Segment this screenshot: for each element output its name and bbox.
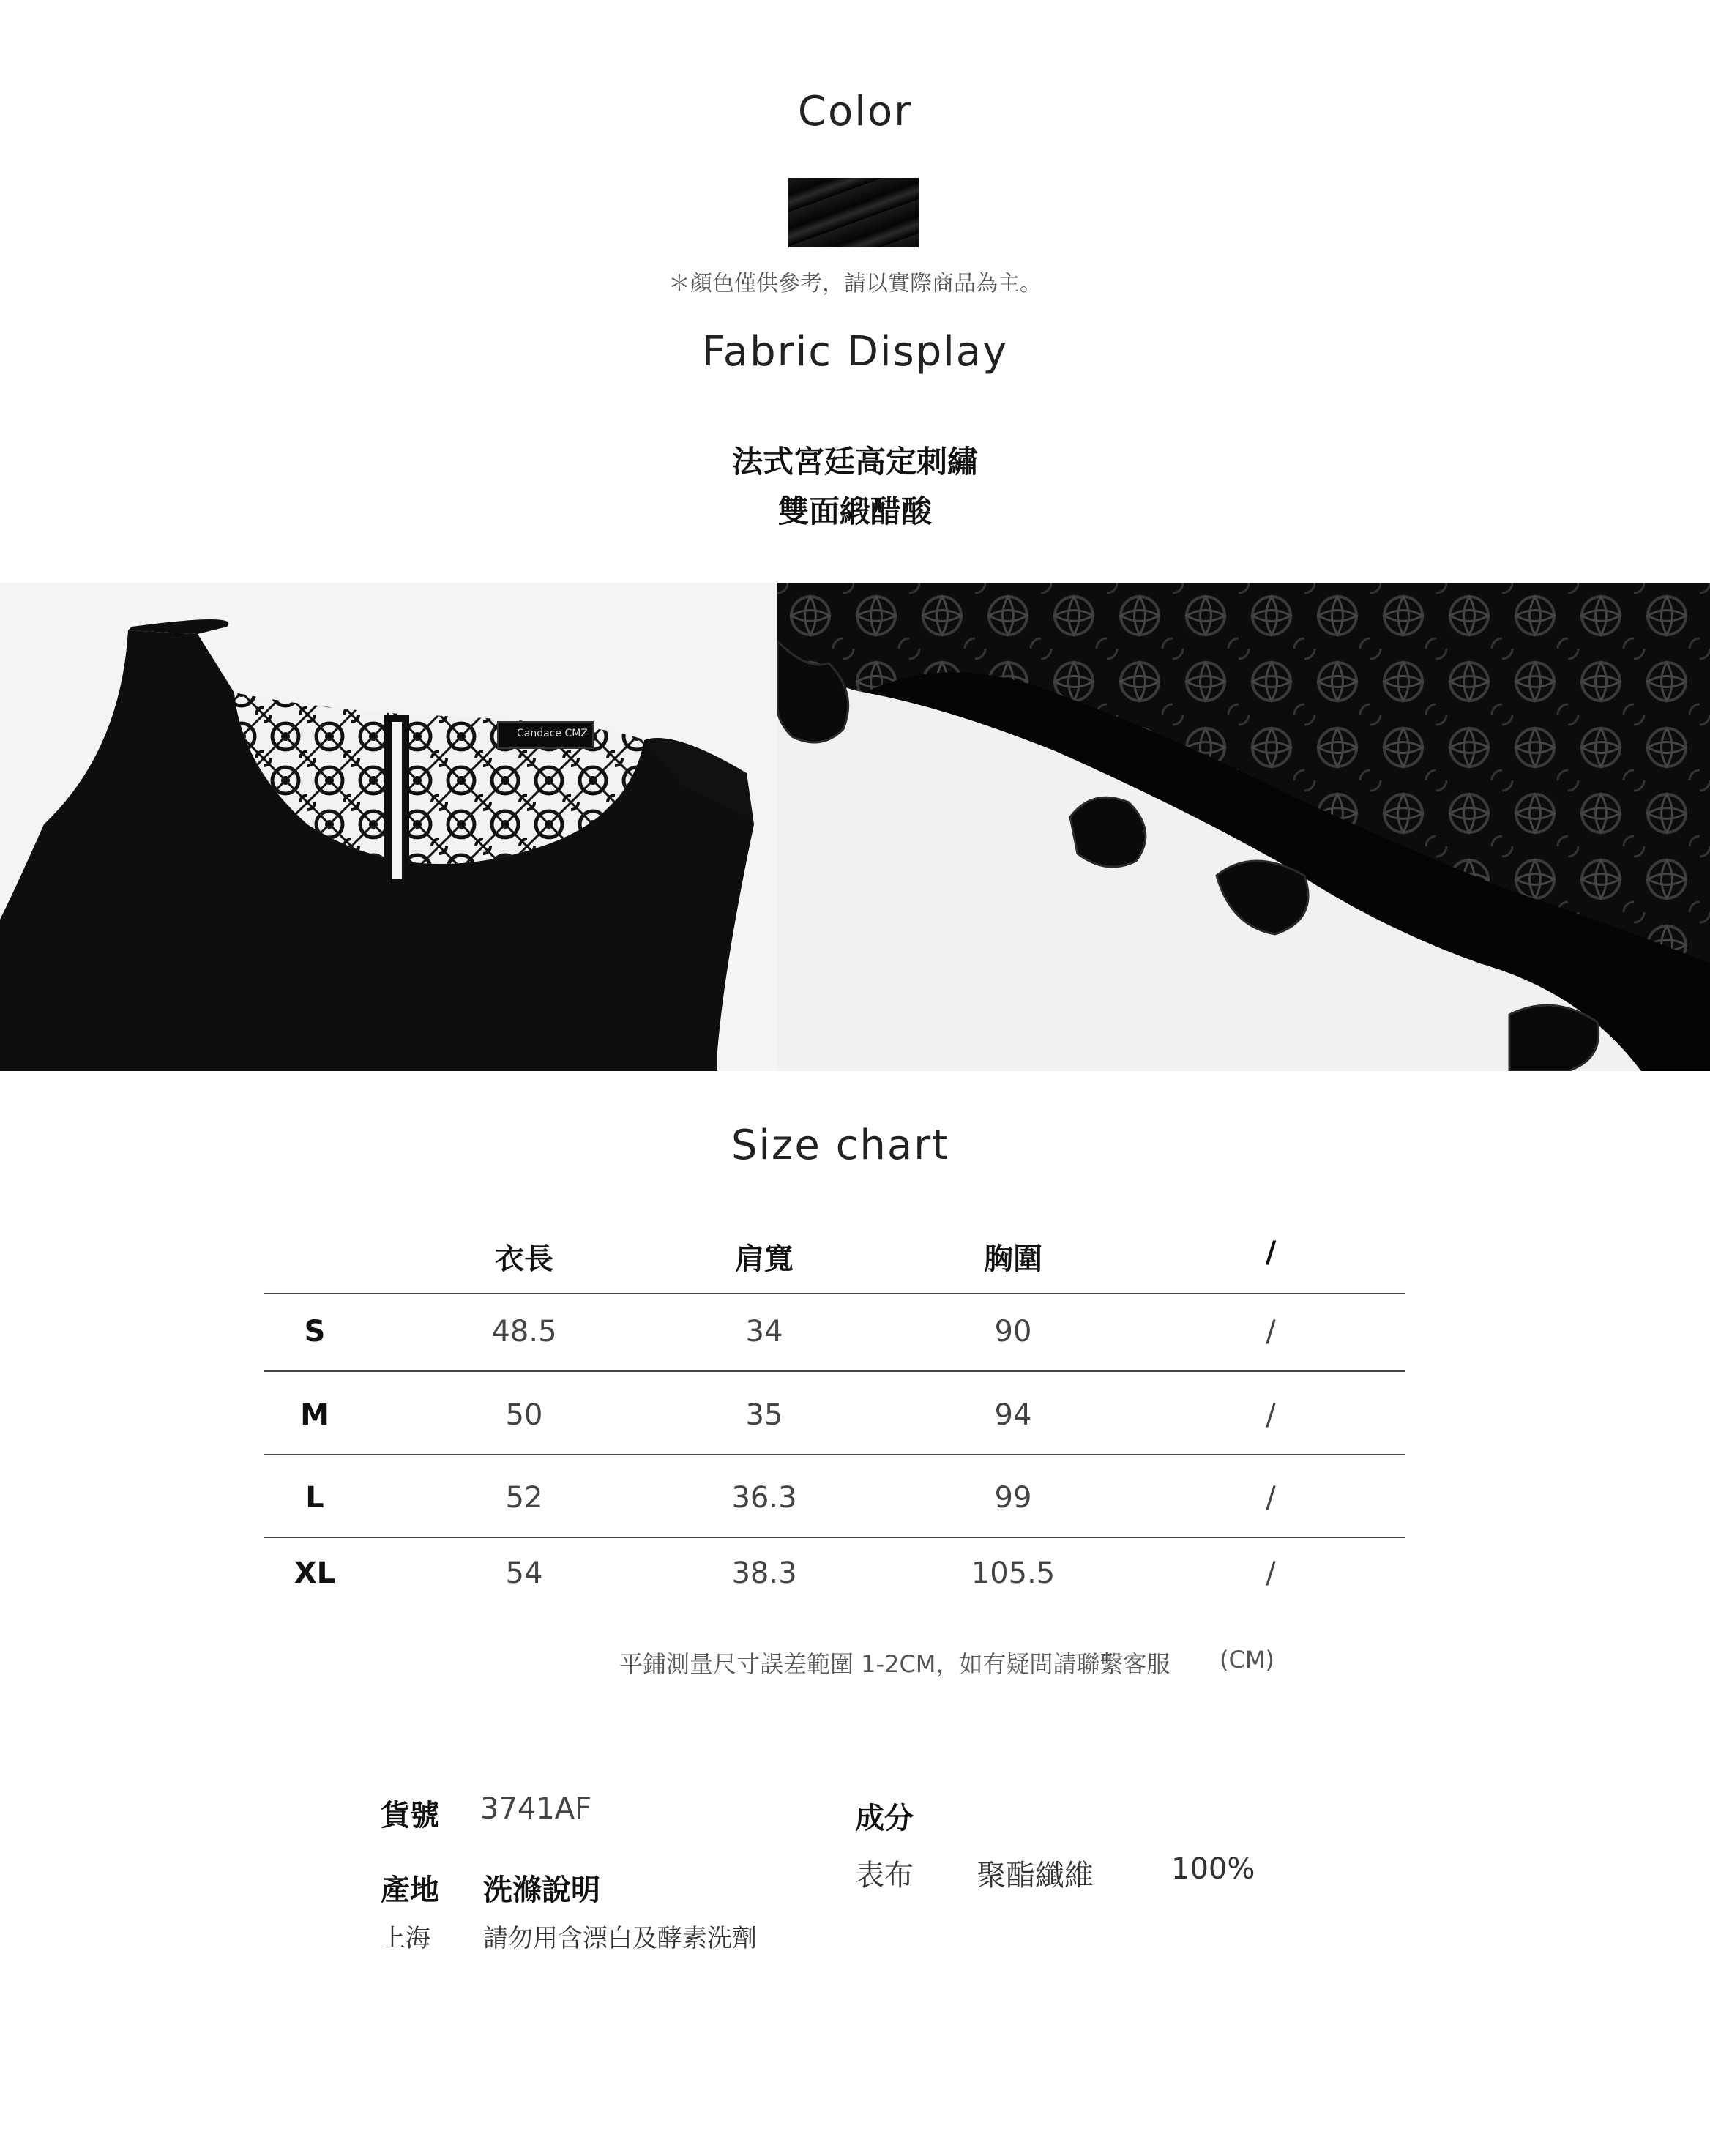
composition-material: 聚酯纖維	[977, 1859, 1094, 1892]
color-note: ＊顏色僅供參考，請以實際商品為主。	[668, 271, 1042, 296]
value-extra: /	[1266, 1398, 1276, 1432]
sku-value: 3741AF	[480, 1792, 592, 1826]
value-extra: /	[1266, 1556, 1276, 1590]
size-chart-title: Size chart	[731, 1122, 950, 1169]
color-title: Color	[797, 88, 913, 135]
size-label: M	[300, 1398, 329, 1432]
value-shoulder: 35	[745, 1398, 783, 1432]
header-shoulder: 肩寬	[735, 1242, 794, 1276]
brand-label: Candace CMZ	[517, 728, 588, 739]
value-extra: /	[1266, 1315, 1276, 1349]
value-shoulder: 38.3	[731, 1556, 797, 1590]
value-length: 52	[505, 1481, 543, 1515]
fabric-line-2: 雙面緞醋酸	[777, 493, 932, 529]
value-length: 50	[505, 1398, 543, 1432]
sku-label: 貨號	[381, 1799, 439, 1832]
lace-closeup-illustration	[777, 583, 1710, 1071]
fabric-title: Fabric Display	[701, 328, 1009, 376]
size-label: L	[305, 1481, 324, 1515]
composition-part: 表布	[855, 1859, 914, 1892]
fabric-line-1: 法式宮廷高定刺繡	[731, 444, 978, 480]
table-rule	[264, 1537, 1405, 1538]
product-photo-lace	[777, 583, 1710, 1071]
color-swatch-black[interactable]	[788, 178, 919, 247]
size-label: XL	[294, 1556, 336, 1590]
dress-back-illustration	[0, 583, 777, 1071]
composition-percent: 100%	[1171, 1852, 1255, 1886]
size-note: 平鋪測量尺寸誤差範圍 1-2CM，如有疑問請聯繫客服	[619, 1650, 1171, 1678]
value-bust: 94	[994, 1398, 1032, 1432]
header-bust: 胸圍	[984, 1242, 1042, 1276]
header-length: 衣長	[495, 1242, 553, 1276]
wash-label: 洗滌說明	[483, 1873, 600, 1907]
composition-label: 成分	[855, 1802, 914, 1835]
value-shoulder: 36.3	[731, 1481, 797, 1515]
size-label: S	[304, 1315, 326, 1349]
size-unit: (CM)	[1220, 1646, 1274, 1674]
product-photo-back	[0, 583, 777, 1071]
value-length: 48.5	[491, 1315, 557, 1349]
value-shoulder: 34	[745, 1315, 783, 1349]
table-rule	[264, 1370, 1405, 1372]
value-bust: 99	[994, 1481, 1032, 1515]
table-rule	[264, 1293, 1405, 1294]
value-bust: 90	[994, 1315, 1032, 1349]
value-extra: /	[1266, 1481, 1276, 1515]
value-length: 54	[505, 1556, 543, 1590]
origin-value: 上海	[381, 1924, 430, 1953]
wash-value: 請勿用含漂白及酵素洗劑	[483, 1924, 757, 1953]
header-extra: /	[1265, 1236, 1277, 1269]
value-bust: 105.5	[971, 1556, 1056, 1590]
table-rule	[264, 1454, 1405, 1455]
origin-label: 產地	[381, 1873, 439, 1907]
